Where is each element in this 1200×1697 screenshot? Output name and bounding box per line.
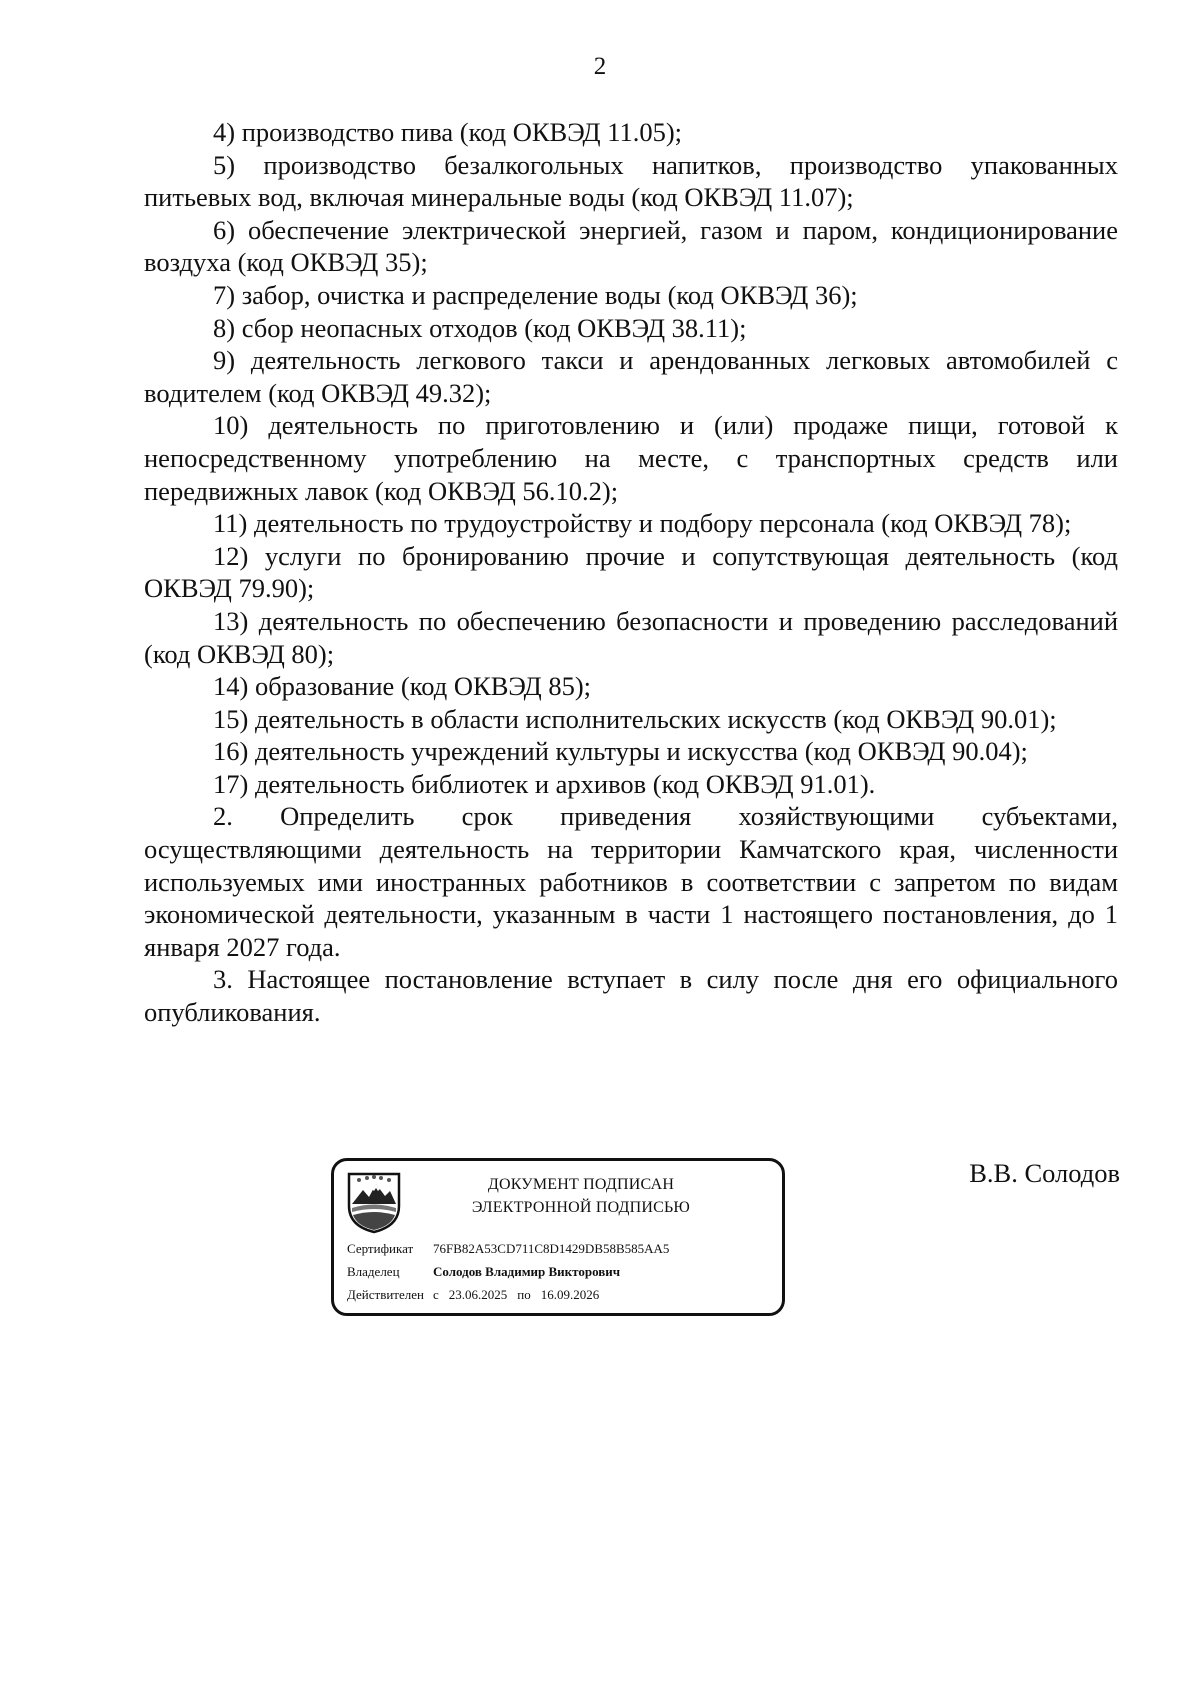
list-item-14: 14) образование (код ОКВЭД 85);: [213, 671, 592, 702]
valid-from-date: 23.06.2025: [448, 1287, 508, 1302]
list-item-9: 9) деятельность легкового такси и арендованных легковых автомобилей с водителем (код ОКВЭД 49.32);: [144, 345, 1118, 408]
list-item-5: 5) производство безалкогольных напитков, производство упакованных питьевых вод, включая минеральные воды (код ОКВЭД 11.07);: [144, 149, 1118, 213]
clause-3: 3. Настоящее постановление вступает в силу после дня его официального опубликования.: [144, 964, 1118, 1028]
owner-value: Солодов Владимир Викторович: [433, 1264, 621, 1279]
clause-2: 2. Определить срок приведения хозяйствующими субъектами, осуществляющими деятельность на территории Камчатского края, численности используемых ими иностранных работников в соответствии с запретом по видам экономической деятельности, указанным в части 1 настоящего постановления, до 1 января 2027 года.: [144, 801, 1118, 962]
stamp-heading-line2: ЭЛЕКТРОННОЙ ПОДПИСЬЮ: [471, 1199, 691, 1216]
valid-to-date: 16.09.2026: [540, 1287, 600, 1302]
page-number: 2: [593, 53, 607, 80]
stamp-validity-row: [347, 1287, 599, 1303]
owner-label: Владелец: [347, 1264, 400, 1279]
list-item-12: 12) услуги по бронированию прочие и сопутствующая деятельность (код ОКВЭД 79.90);: [144, 540, 1118, 604]
stamp-heading: [426, 1173, 736, 1219]
document-body: [144, 116, 1118, 1029]
kamchatka-emblem-icon: [345, 1168, 403, 1234]
stamp-owner-row: [347, 1264, 620, 1280]
signatory-name: В.В. Солодов: [969, 1158, 1120, 1188]
stamp-certificate-row: [347, 1241, 669, 1257]
list-item-8: 8) сбор неопасных отходов (код ОКВЭД 38.11);: [213, 312, 747, 343]
validity-label: Действителен: [347, 1287, 424, 1302]
list-item-7: 7) забор, очистка и распределение воды (код ОКВЭД 36);: [213, 279, 858, 310]
certificate-value: 76FB82A53CD711C8D1429DB58B585AA5: [433, 1241, 670, 1256]
certificate-label: Сертификат: [347, 1241, 414, 1256]
list-item-6: 6) обеспечение электрической энергией, газом и паром, кондиционирование воздуха (код ОКВЭД 35);: [144, 214, 1118, 278]
list-item-11: 11) деятельность по трудоустройству и подбору персонала (код ОКВЭД 78);: [213, 508, 1072, 539]
list-item-13: 13) деятельность по обеспечению безопасности и проведению расследований (код ОКВЭД 80);: [144, 605, 1118, 669]
list-item-10: 10) деятельность по приготовлению и (или) продаже пищи, готовой к непосредственному употреблению на месте, с транспортных средств или передвижных лавок (код ОКВЭД 56.10.2);: [144, 410, 1118, 506]
electronic-signature-stamp: [331, 1158, 785, 1316]
valid-to-prefix: по: [517, 1287, 531, 1302]
valid-from-prefix: с: [433, 1287, 439, 1302]
list-item-15: 15) деятельность в области исполнительских искусств (код ОКВЭД 90.01);: [213, 703, 1057, 734]
list-item-4: 4) производство пива (код ОКВЭД 11.05);: [213, 117, 683, 147]
list-item-17: 17) деятельность библиотек и архивов (код ОКВЭД 91.01).: [213, 768, 876, 799]
stamp-heading-line1: ДОКУМЕНТ ПОДПИСАН: [487, 1176, 675, 1193]
list-item-16: 16) деятельность учреждений культуры и искусства (код ОКВЭД 90.04);: [213, 736, 1028, 767]
